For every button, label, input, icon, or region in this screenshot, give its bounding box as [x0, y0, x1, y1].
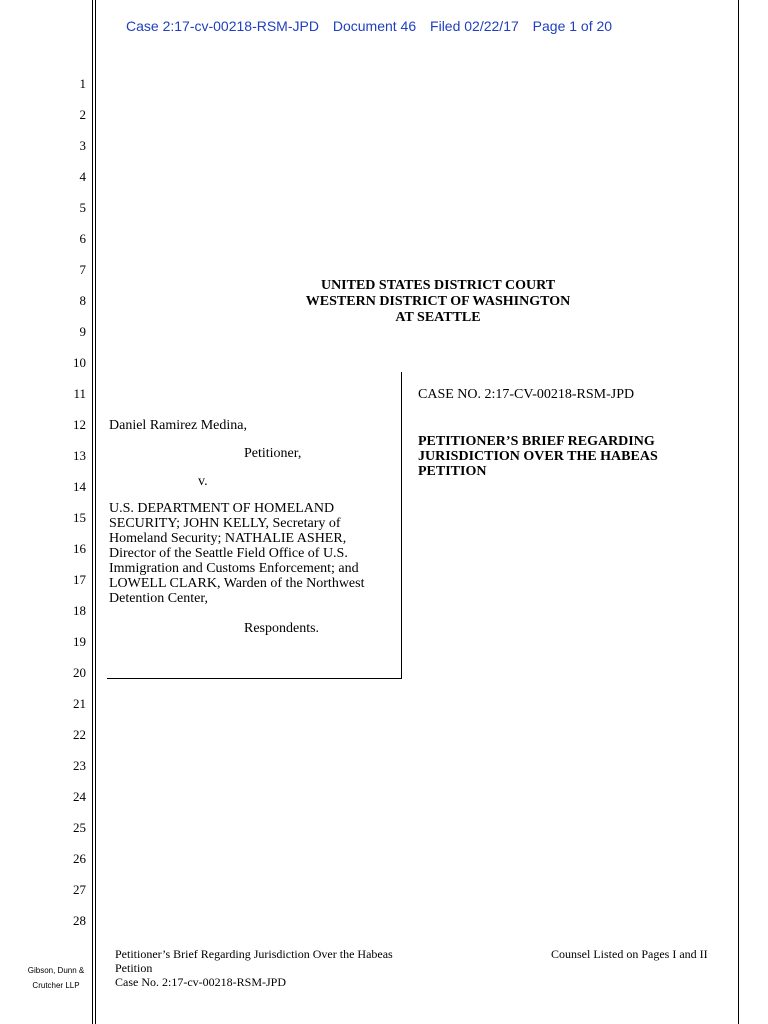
- petitioner-name: Daniel Ramirez Medina,: [109, 418, 248, 433]
- stamp-document-number: Document 46: [332, 18, 417, 34]
- line-number: 3: [79, 138, 86, 153]
- firm-name-line-1: Gibson, Dunn &: [27, 966, 85, 975]
- respondents-line: U.S. DEPARTMENT OF HOMELAND: [109, 501, 335, 516]
- line-number: 1: [79, 76, 86, 91]
- court-location: AT SEATTLE: [395, 310, 481, 325]
- line-number: 2: [79, 107, 86, 122]
- line-number: 5: [79, 200, 86, 215]
- line-number: 27: [73, 882, 86, 897]
- ecf-header-stamp: [126, 18, 622, 34]
- footer-document-title: [115, 947, 435, 989]
- brief-title-line-2: JURISDICTION OVER THE HABEAS: [418, 449, 658, 464]
- line-number: 10: [73, 355, 86, 370]
- case-number: CASE NO. 2:17-CV-00218-RSM-JPD: [418, 387, 635, 402]
- line-number: 7: [79, 262, 86, 277]
- footer-counsel: Counsel Listed on Pages I and II: [551, 947, 708, 961]
- line-number: 18: [73, 603, 86, 618]
- stamp-filed-date: Filed 02/22/17: [430, 18, 519, 34]
- brief-title-line-1: PETITIONER’S BRIEF REGARDING: [418, 434, 655, 449]
- line-number: 4: [79, 169, 86, 184]
- petitioner-role: Petitioner,: [244, 446, 302, 461]
- line-number: 24: [73, 789, 86, 804]
- firm-name: [24, 963, 88, 993]
- line-number: 17: [73, 572, 86, 587]
- line-number: 12: [73, 417, 86, 432]
- footer-case-number: Case No. 2:17-cv-00218-RSM-JPD: [115, 975, 286, 989]
- line-number: 8: [79, 293, 86, 308]
- line-number: 25: [73, 820, 86, 835]
- line-number: 22: [73, 727, 86, 742]
- stamp-case-number: Case 2:17-cv-00218-RSM-JPD: [126, 18, 319, 34]
- respondents-line: Immigration and Customs Enforcement; and: [109, 561, 359, 576]
- footer-title-line-2: Petition: [115, 961, 153, 975]
- right-margin-rule: [738, 0, 739, 1024]
- respondents-line: Detention Center,: [109, 591, 208, 606]
- court-district: WESTERN DISTRICT OF WASHINGTON: [305, 294, 571, 309]
- stamp-page-count: Page 1 of 20: [532, 18, 613, 34]
- respondents-list: [109, 501, 399, 606]
- left-margin-rule-outer: [92, 0, 93, 1024]
- line-number: 20: [73, 665, 86, 680]
- line-number: 21: [73, 696, 86, 711]
- line-number: 9: [79, 324, 86, 339]
- line-number: 16: [73, 541, 86, 556]
- court-heading: [108, 278, 768, 326]
- respondents-line: Director of the Seattle Field Office of U.S.: [109, 546, 348, 561]
- footer-title-line-1: Petitioner’s Brief Regarding Jurisdiction Over the Habeas: [115, 947, 393, 961]
- line-number: 13: [73, 448, 86, 463]
- respondents-role: Respondents.: [244, 621, 320, 636]
- line-number: 15: [73, 510, 86, 525]
- line-number: 14: [73, 479, 86, 494]
- respondents-line: LOWELL CLARK, Warden of the Northwest: [109, 576, 365, 591]
- line-number: 28: [73, 913, 86, 928]
- line-number: 19: [73, 634, 86, 649]
- respondents-line: SECURITY; JOHN KELLY, Secretary of: [109, 516, 341, 531]
- firm-name-line-2: Crutcher LLP: [32, 981, 80, 990]
- brief-title-line-3: PETITION: [418, 464, 487, 479]
- court-name: UNITED STATES DISTRICT COURT: [320, 278, 556, 293]
- line-number: 26: [73, 851, 86, 866]
- line-number: 11: [73, 386, 86, 401]
- respondents-line: Homeland Security; NATHALIE ASHER,: [109, 531, 347, 546]
- left-margin-rule-inner: [95, 0, 96, 1024]
- versus: v.: [198, 474, 208, 489]
- brief-title: [418, 434, 738, 479]
- line-number: 23: [73, 758, 86, 773]
- line-number: 6: [79, 231, 86, 246]
